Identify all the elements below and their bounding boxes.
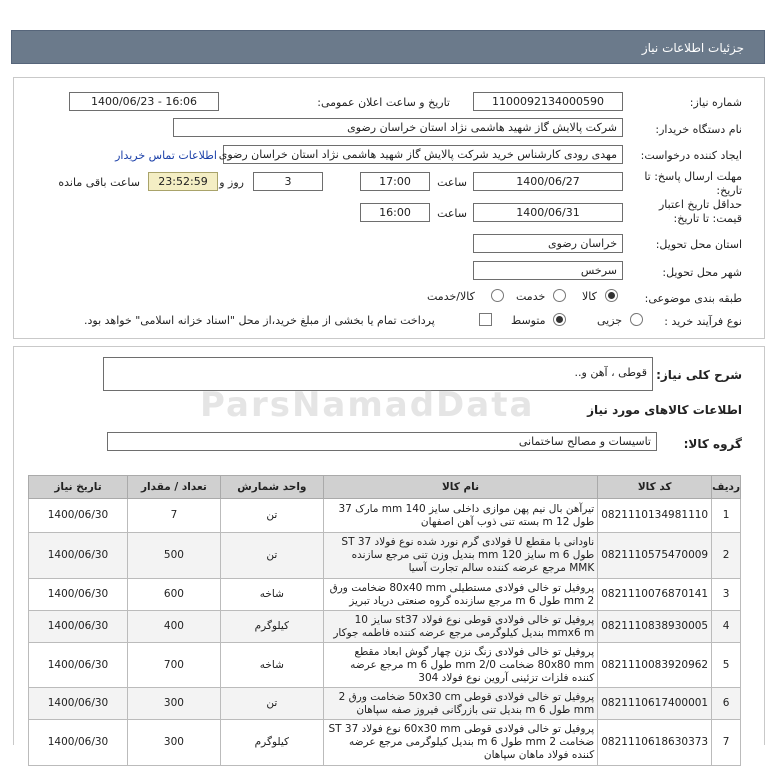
cell-qty: 700	[127, 643, 220, 688]
reply-days-field[interactable]: 3	[253, 172, 323, 191]
col-date: تاریخ نیاز	[29, 476, 128, 499]
cell-name: پروفیل تو خالی فولادی زنگ نزن چهار گوش ابعاد مقطع 80x80 mm ضخامت 2/0 mm طول 6 m مرجع عرضه کننده فلزات تزئینی آروین نوع فولاد 304	[323, 643, 597, 688]
cell-name: پروفیل تو خالی فولادی قوطی 50x30 cm ضخامت ورق 2 mm طول 6 m بندیل تنی بازرگانی فیروز صفه سپاهان	[323, 688, 597, 720]
table-row[interactable]	[29, 579, 741, 611]
cell-date: 1400/06/30	[29, 533, 128, 579]
col-code: کد کالا	[598, 476, 712, 499]
cell-row: 1	[712, 499, 741, 533]
process-option-medium: متوسط	[511, 314, 546, 327]
validity-time-label: ساعت	[437, 207, 467, 220]
summary-label: شرح کلی نیاز:	[656, 368, 742, 382]
category-radio-service[interactable]	[553, 289, 566, 302]
reply-time-label: ساعت	[437, 176, 467, 189]
cell-date: 1400/06/30	[29, 579, 128, 611]
goods-group-label: گروه کالا:	[683, 437, 742, 451]
goods-table	[28, 475, 741, 766]
buyer-org-label: نام دستگاه خریدار:	[655, 123, 742, 136]
cell-date: 1400/06/30	[29, 643, 128, 688]
cell-date: 1400/06/30	[29, 499, 128, 533]
cell-date: 1400/06/30	[29, 611, 128, 643]
need-number-label: شماره نیاز:	[689, 96, 742, 109]
goods-group-field[interactable]: تاسیسات و مصالح ساختمانی	[107, 432, 657, 451]
cell-unit: کیلوگرم	[220, 611, 323, 643]
process-label: نوع فرآیند خرید :	[664, 315, 742, 328]
cell-code: 0821110083920962	[598, 643, 712, 688]
delivery-province-label: استان محل تحویل:	[655, 238, 742, 251]
cell-code: 0821110838930005	[598, 611, 712, 643]
delivery-province-field[interactable]: خراسان رضوی	[473, 234, 623, 253]
cell-name: پروفیل تو خالی فولادی قوطی نوع فولاد st37 سایز 10 mmx6 m بندیل کیلوگرمی مرجع عرضه کننده فاطمه جوکار	[323, 611, 597, 643]
cell-code: 0821110134981110	[598, 499, 712, 533]
announce-label: تاریخ و ساعت اعلان عمومی:	[317, 96, 450, 109]
reply-deadline-label: مهلت ارسال پاسخ: تا تاریخ:	[644, 170, 742, 197]
cell-row: 6	[712, 688, 741, 720]
cell-unit: کیلوگرم	[220, 720, 323, 766]
col-qty: تعداد / مقدار	[127, 476, 220, 499]
remaining-time: 23:52:59	[148, 172, 218, 191]
category-option-service: خدمت	[516, 290, 546, 303]
process-radio-minor[interactable]	[630, 313, 643, 326]
cell-row: 3	[712, 579, 741, 611]
category-radio-goods[interactable]	[605, 289, 618, 302]
buyer-org-field[interactable]: شرکت پالایش گاز شهید هاشمی نژاد استان خراسان رضوی	[173, 118, 623, 137]
reply-deadline-time[interactable]: 17:00	[360, 172, 430, 191]
cell-row: 4	[712, 611, 741, 643]
cell-unit: شاخه	[220, 643, 323, 688]
delivery-city-field[interactable]: سرخس	[473, 261, 623, 280]
page-title: جزئیات اطلاعات نیاز	[641, 41, 744, 55]
need-number-field[interactable]: 1100092134000590	[473, 92, 623, 111]
announce-field[interactable]: 1400/06/23 - 16:06	[69, 92, 219, 111]
table-row[interactable]	[29, 643, 741, 688]
cell-code: 0821110617400001	[598, 688, 712, 720]
category-label: طبقه بندی موضوعی:	[644, 292, 742, 305]
category-radio-both[interactable]	[491, 289, 504, 302]
cell-code: 0821110076870141	[598, 579, 712, 611]
table-row[interactable]	[29, 533, 741, 579]
cell-code: 0821110575470009	[598, 533, 712, 579]
goods-info-title: اطلاعات کالاهای مورد نیاز	[587, 403, 742, 417]
requester-label: ایجاد کننده درخواست:	[640, 149, 742, 162]
cell-unit: تن	[220, 688, 323, 720]
summary-field[interactable]: قوطی ، آهن و..	[103, 357, 653, 391]
watermark: ParsNamadData	[200, 385, 535, 425]
cell-qty: 300	[127, 720, 220, 766]
delivery-city-label: شهر محل تحویل:	[662, 266, 742, 279]
cell-qty: 300	[127, 688, 220, 720]
col-unit: واحد شمارش	[220, 476, 323, 499]
remaining-label: ساعت باقی مانده	[58, 176, 140, 189]
cell-row: 2	[712, 533, 741, 579]
treasury-checkbox[interactable]	[479, 313, 492, 326]
cell-date: 1400/06/30	[29, 720, 128, 766]
cell-qty: 400	[127, 611, 220, 643]
table-row[interactable]	[29, 720, 741, 766]
treasury-note: پرداخت تمام یا بخشی از مبلغ خرید،از محل "اسناد خزانه اسلامی" خواهد بود.	[84, 314, 435, 327]
requester-field[interactable]: مهدی رودی کارشناس خرید شرکت پالایش گاز شهید هاشمی نژاد استان خراسان رضوی	[223, 145, 623, 164]
cell-name: پروفیل تو خالی فولادی قوطی 60x30 mm نوع فولاد ST 37 ضخامت 2 mm طول 6 m بندیل کیلوگرمی مرجع عرضه کننده فولاد ماهان سپاهان	[323, 720, 597, 766]
table-row[interactable]	[29, 499, 741, 533]
cell-unit: تن	[220, 499, 323, 533]
process-radio-medium[interactable]	[553, 313, 566, 326]
price-validity-label: حداقل تاریخ اعتبار قیمت: تا تاریخ:	[658, 198, 742, 225]
category-option-both: کالا/خدمت	[427, 290, 475, 303]
cell-qty: 600	[127, 579, 220, 611]
col-row: ردیف	[712, 476, 741, 499]
category-option-goods: کالا	[582, 290, 597, 303]
cell-row: 5	[712, 643, 741, 688]
contact-buyer-link[interactable]: اطلاعات تماس خریدار	[115, 149, 217, 162]
cell-name: پروفیل تو خالی فولادی مستطیلی 80x40 mm ضخامت ورق 2 mm طول 6 m مرجع سازنده گروه صنعتی دریاد تبریز	[323, 579, 597, 611]
cell-name: تیرآهن بال نیم پهن موازی داخلی سایز 140 mm مارک 37 طول 12 m بسته تنی ذوب آهن اصفهان	[323, 499, 597, 533]
table-row[interactable]	[29, 611, 741, 643]
table-row[interactable]	[29, 688, 741, 720]
cell-date: 1400/06/30	[29, 688, 128, 720]
page-header	[11, 30, 765, 64]
price-validity-time[interactable]: 16:00	[360, 203, 430, 222]
cell-code: 0821110618630373	[598, 720, 712, 766]
cell-unit: شاخه	[220, 579, 323, 611]
table-header-row	[29, 476, 741, 499]
cell-qty: 7	[127, 499, 220, 533]
cell-row: 7	[712, 720, 741, 766]
reply-deadline-date[interactable]: 1400/06/27	[473, 172, 623, 191]
cell-name: ناودانی با مقطع U فولادی گرم نورد شده نوع فولاد ST 37 طول 6 m سایز 120 mm بندیل وزن تنی مرجع سازنده MMK مرجع عرضه کننده سالم تجارت آسیا	[323, 533, 597, 579]
cell-qty: 500	[127, 533, 220, 579]
days-label: روز و	[219, 176, 244, 189]
cell-unit: تن	[220, 533, 323, 579]
price-validity-date[interactable]: 1400/06/31	[473, 203, 623, 222]
col-name: نام کالا	[323, 476, 597, 499]
process-option-minor: جزیی	[597, 314, 623, 327]
